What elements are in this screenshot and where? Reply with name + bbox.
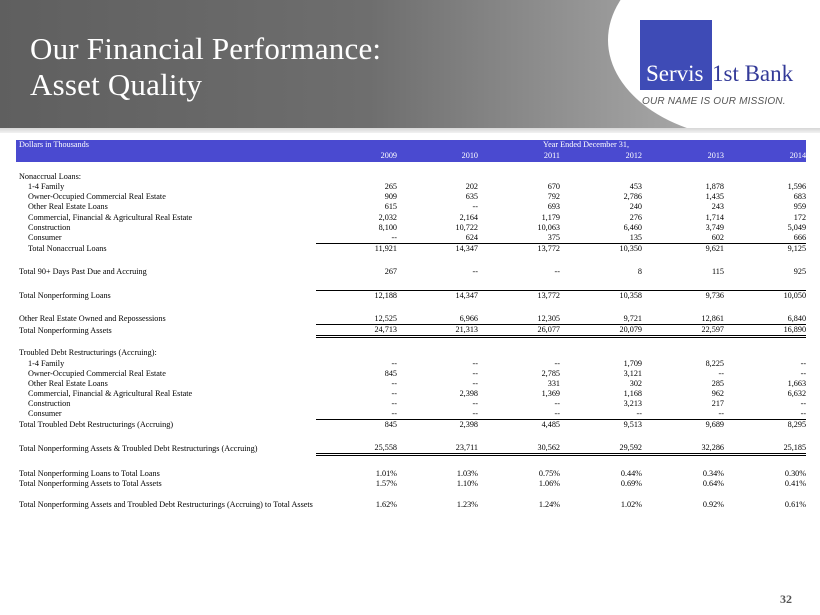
cell-value: 845 bbox=[384, 368, 397, 378]
cell-value: 8,225 bbox=[705, 358, 724, 368]
cell-value: -- bbox=[560, 409, 642, 420]
cell-value: 243 bbox=[711, 202, 724, 212]
table-row bbox=[16, 500, 806, 510]
cell-value: -- bbox=[391, 358, 397, 368]
section-header-row bbox=[16, 348, 806, 358]
spacer-row bbox=[16, 162, 806, 172]
row-label: Owner-Occupied Commercial Real Estate bbox=[28, 192, 166, 202]
table-row bbox=[16, 443, 806, 455]
logo-tagline: OUR NAME IS OUR MISSION. bbox=[642, 96, 786, 107]
cell-value: 13,772 bbox=[537, 243, 560, 253]
cell-value: 0.64% bbox=[702, 479, 724, 489]
cell-value: 666 bbox=[724, 233, 806, 244]
cell-value: 4,485 bbox=[541, 420, 560, 430]
row-label: Total Nonperforming Assets to Total Assets bbox=[19, 479, 162, 489]
cell-value: 9,125 bbox=[787, 243, 807, 253]
row-label: Commercial, Financial & Agricultural Real Estate bbox=[28, 212, 193, 222]
table-row bbox=[16, 359, 806, 369]
cell-value: 1.62% bbox=[375, 499, 397, 509]
table-row bbox=[16, 389, 806, 399]
cell-value: 25,185 bbox=[724, 443, 806, 455]
table-row bbox=[16, 202, 806, 212]
empty-cell bbox=[724, 172, 806, 182]
units-label: Dollars in Thousands bbox=[16, 140, 316, 150]
cell-value: 0.41% bbox=[784, 479, 807, 489]
cell-value: 24,713 bbox=[316, 325, 397, 337]
table-header-row-1 bbox=[16, 140, 806, 150]
cell-value: -- bbox=[397, 409, 478, 420]
cell-value: 202 bbox=[465, 182, 478, 192]
table-row bbox=[16, 399, 806, 409]
cell-value: 792 bbox=[547, 192, 560, 202]
cell-value: -- bbox=[718, 368, 724, 378]
cell-value: 30,562 bbox=[478, 443, 560, 455]
cell-value: 12,525 bbox=[316, 314, 397, 325]
cell-value: -- bbox=[800, 398, 807, 408]
row-label: Other Real Estate Owned and Repossessions bbox=[19, 314, 166, 324]
empty-cell bbox=[560, 348, 642, 358]
cell-value: 453 bbox=[629, 182, 642, 192]
cell-value: 6,460 bbox=[623, 222, 642, 232]
table-row bbox=[16, 325, 806, 337]
cell-value: -- bbox=[478, 409, 560, 420]
cell-value: 10,722 bbox=[455, 222, 478, 232]
cell-value: 20,079 bbox=[560, 325, 642, 337]
cell-value: 5,049 bbox=[787, 222, 807, 232]
year-header: 2014 bbox=[724, 150, 806, 162]
table-row bbox=[16, 213, 806, 223]
year-header: 2011 bbox=[478, 150, 560, 162]
header-divider bbox=[0, 128, 820, 133]
row-label: Total Nonperforming Assets and Troubled Debt Restructurings (Accruing) to Total Assets bbox=[19, 499, 313, 509]
table-row bbox=[16, 291, 806, 302]
table-row bbox=[16, 267, 806, 277]
cell-value: -- bbox=[724, 409, 806, 420]
cell-value: -- bbox=[554, 358, 560, 368]
table-row bbox=[16, 314, 806, 325]
cell-value: 2,786 bbox=[623, 192, 642, 202]
cell-value: 1,168 bbox=[623, 388, 642, 398]
row-label: Total Nonperforming Assets & Troubled Debt Restructurings (Accruing) bbox=[19, 443, 258, 453]
cell-value: 217 bbox=[711, 398, 724, 408]
cell-value: 32,286 bbox=[642, 443, 724, 455]
cell-value: 25,558 bbox=[316, 443, 397, 455]
cell-value: -- bbox=[316, 409, 397, 420]
row-label: Total Nonaccrual Loans bbox=[28, 243, 107, 253]
cell-value: -- bbox=[554, 398, 560, 408]
cell-value: -- bbox=[800, 358, 807, 368]
asset-quality-table bbox=[16, 140, 806, 510]
cell-value: 1.02% bbox=[620, 499, 642, 509]
cell-value: 10,358 bbox=[560, 291, 642, 302]
cell-value: -- bbox=[391, 388, 397, 398]
row-label: Total Nonperforming Loans bbox=[19, 290, 111, 300]
spacer-row bbox=[16, 430, 806, 443]
cell-value: 2,785 bbox=[541, 368, 560, 378]
cell-value: 267 bbox=[384, 266, 397, 276]
table-row bbox=[16, 369, 806, 379]
cell-value: 670 bbox=[547, 182, 560, 192]
cell-value: 959 bbox=[793, 202, 807, 212]
empty-cell bbox=[397, 348, 478, 358]
cell-value: 14,347 bbox=[455, 243, 478, 253]
cell-value: 0.92% bbox=[702, 499, 724, 509]
cell-value: -- bbox=[391, 398, 397, 408]
row-label: Commercial, Financial & Agricultural Real Estate bbox=[28, 388, 193, 398]
row-label: Total Nonperforming Loans to Total Loans bbox=[19, 469, 160, 479]
cell-value: 925 bbox=[793, 266, 807, 276]
row-label: Owner-Occupied Commercial Real Estate bbox=[28, 368, 166, 378]
spacer-row bbox=[16, 254, 806, 267]
empty-cell bbox=[642, 348, 724, 358]
period-label: Year Ended December 31, bbox=[316, 140, 806, 150]
cell-value: 115 bbox=[712, 266, 724, 276]
cell-value: -- bbox=[472, 266, 478, 276]
section-label: Nonaccrual Loans: bbox=[19, 172, 82, 182]
empty-cell bbox=[560, 172, 642, 182]
cell-value: 9,721 bbox=[560, 314, 642, 325]
cell-value: 9,736 bbox=[642, 291, 724, 302]
cell-value: 6,840 bbox=[724, 314, 806, 325]
cell-value: 10,350 bbox=[619, 243, 642, 253]
table-row bbox=[16, 379, 806, 389]
cell-value: 615 bbox=[384, 202, 397, 212]
spacer-row bbox=[16, 337, 806, 349]
cell-value: -- bbox=[554, 266, 560, 276]
cell-value: 26,077 bbox=[478, 325, 560, 337]
cell-value: -- bbox=[800, 368, 807, 378]
cell-value: 1.06% bbox=[538, 479, 560, 489]
cell-value: -- bbox=[472, 368, 478, 378]
cell-value: 29,592 bbox=[560, 443, 642, 455]
row-label: Total Troubled Debt Restructurings (Accruing) bbox=[19, 419, 174, 429]
cell-value: 2,164 bbox=[459, 212, 478, 222]
cell-value: 331 bbox=[547, 378, 560, 388]
row-label: Consumer bbox=[28, 233, 62, 242]
cell-value: -- bbox=[472, 202, 478, 212]
cell-value: -- bbox=[316, 233, 397, 244]
cell-value: -- bbox=[472, 398, 478, 408]
cell-value: 14,347 bbox=[397, 291, 478, 302]
table-row bbox=[16, 182, 806, 192]
cell-value: 1,596 bbox=[787, 182, 807, 192]
cell-value: -- bbox=[391, 378, 397, 388]
cell-value: 845 bbox=[384, 420, 397, 430]
cell-value: 1.10% bbox=[456, 479, 478, 489]
cell-value: 2,032 bbox=[378, 212, 397, 222]
cell-value: 240 bbox=[629, 202, 642, 212]
slide-title-line1: Our Financial Performance: bbox=[30, 31, 382, 66]
cell-value: 1.23% bbox=[456, 499, 478, 509]
slide-title-line2: Asset Quality bbox=[30, 67, 203, 102]
cell-value: 375 bbox=[478, 233, 560, 244]
cell-value: 8,100 bbox=[378, 222, 397, 232]
table-row bbox=[16, 223, 806, 233]
row-label: Other Real Estate Loans bbox=[28, 378, 108, 388]
row-label: 1-4 Family bbox=[28, 358, 65, 368]
cell-value: 1,179 bbox=[541, 212, 560, 222]
row-label: Consumer bbox=[28, 409, 62, 419]
cell-value: 0.34% bbox=[702, 469, 724, 479]
empty-cell bbox=[642, 172, 724, 182]
cell-value: 1.03% bbox=[456, 469, 478, 479]
empty-cell bbox=[316, 172, 397, 182]
cell-value: 13,772 bbox=[478, 291, 560, 302]
cell-value: 12,305 bbox=[478, 314, 560, 325]
cell-value: 135 bbox=[560, 233, 642, 244]
empty-cell bbox=[478, 348, 560, 358]
cell-value: 0.44% bbox=[620, 469, 642, 479]
cell-value: 1,435 bbox=[705, 192, 724, 202]
table-row bbox=[16, 233, 806, 244]
empty-cell bbox=[478, 172, 560, 182]
cell-value: 0.30% bbox=[784, 469, 807, 479]
cell-value: 693 bbox=[547, 202, 560, 212]
logo-name-part2: 1st Bank bbox=[712, 61, 794, 86]
cell-value: 265 bbox=[384, 182, 397, 192]
row-label: Total Nonperforming Assets bbox=[19, 325, 112, 335]
cell-value: 3,749 bbox=[705, 222, 724, 232]
cell-value: 1,878 bbox=[705, 182, 724, 192]
cell-value: 10,063 bbox=[537, 222, 560, 232]
row-label: Construction bbox=[28, 398, 71, 408]
table-row bbox=[16, 479, 806, 489]
year-header: 2012 bbox=[560, 150, 642, 162]
empty-cell bbox=[724, 348, 806, 358]
spacer-row bbox=[16, 277, 806, 291]
cell-value: 276 bbox=[629, 212, 642, 222]
cell-value: 962 bbox=[711, 388, 724, 398]
cell-value: 0.69% bbox=[620, 479, 642, 489]
cell-value: 285 bbox=[711, 378, 724, 388]
cell-value: 8,295 bbox=[787, 420, 807, 430]
page-number: 32 bbox=[780, 592, 792, 606]
cell-value: 10,050 bbox=[724, 291, 806, 302]
cell-value: 635 bbox=[465, 192, 478, 202]
table-row bbox=[16, 420, 806, 431]
cell-value: 3,121 bbox=[623, 368, 642, 378]
cell-value: 1.24% bbox=[538, 499, 560, 509]
cell-value: 9,689 bbox=[705, 420, 724, 430]
cell-value: 302 bbox=[629, 378, 642, 388]
cell-value: 624 bbox=[397, 233, 478, 244]
row-label: Construction bbox=[28, 222, 71, 232]
cell-value: 2,398 bbox=[459, 388, 478, 398]
cell-value: 1.57% bbox=[375, 479, 397, 489]
cell-value: 6,632 bbox=[787, 388, 807, 398]
cell-value: 172 bbox=[793, 212, 807, 222]
cell-value: 22,597 bbox=[642, 325, 724, 337]
cell-value: 12,861 bbox=[642, 314, 724, 325]
table-row bbox=[16, 192, 806, 202]
cell-value: 2,398 bbox=[459, 420, 478, 430]
header-spacer bbox=[16, 150, 316, 162]
cell-value: 683 bbox=[793, 192, 807, 202]
row-label: Other Real Estate Loans bbox=[28, 202, 108, 212]
cell-value: 16,890 bbox=[724, 325, 806, 337]
spacer-row bbox=[16, 455, 806, 470]
year-header: 2010 bbox=[397, 150, 478, 162]
cell-value: 0.75% bbox=[538, 469, 560, 479]
row-label: Total 90+ Days Past Due and Accruing bbox=[19, 266, 147, 276]
cell-value: 8 bbox=[637, 266, 642, 276]
cell-value: 9,621 bbox=[705, 243, 724, 253]
spacer-row bbox=[16, 301, 806, 314]
spacer-row bbox=[16, 489, 806, 499]
cell-value: 11,921 bbox=[374, 243, 397, 253]
cell-value: 3,213 bbox=[623, 398, 642, 408]
row-label: 1-4 Family bbox=[28, 182, 65, 192]
cell-value: 1,714 bbox=[705, 212, 724, 222]
cell-value: 12,188 bbox=[316, 291, 397, 302]
cell-value: 909 bbox=[384, 192, 397, 202]
cell-value: 6,966 bbox=[397, 314, 478, 325]
cell-value: 23,711 bbox=[397, 443, 478, 455]
cell-value: 1.01% bbox=[375, 469, 397, 479]
year-header: 2013 bbox=[642, 150, 724, 162]
table-row bbox=[16, 469, 806, 479]
cell-value: -- bbox=[642, 409, 724, 420]
cell-value: -- bbox=[472, 358, 478, 368]
year-header: 2009 bbox=[316, 150, 397, 162]
section-header-row bbox=[16, 172, 806, 182]
table-row bbox=[16, 409, 806, 420]
cell-value: 1,369 bbox=[541, 388, 560, 398]
cell-value: 0.61% bbox=[784, 499, 807, 509]
cell-value: 9,513 bbox=[623, 420, 642, 430]
cell-value: 1,663 bbox=[787, 378, 807, 388]
empty-cell bbox=[397, 172, 478, 182]
table-row bbox=[16, 243, 806, 254]
cell-value: 602 bbox=[642, 233, 724, 244]
section-label: Troubled Debt Restructurings (Accruing): bbox=[19, 348, 157, 358]
empty-cell bbox=[316, 348, 397, 358]
table-header-row-2 bbox=[16, 150, 806, 162]
cell-value: 1,709 bbox=[623, 358, 642, 368]
logo-name-part1: Servis bbox=[646, 61, 704, 86]
cell-value: 21,313 bbox=[397, 325, 478, 337]
cell-value: -- bbox=[472, 378, 478, 388]
